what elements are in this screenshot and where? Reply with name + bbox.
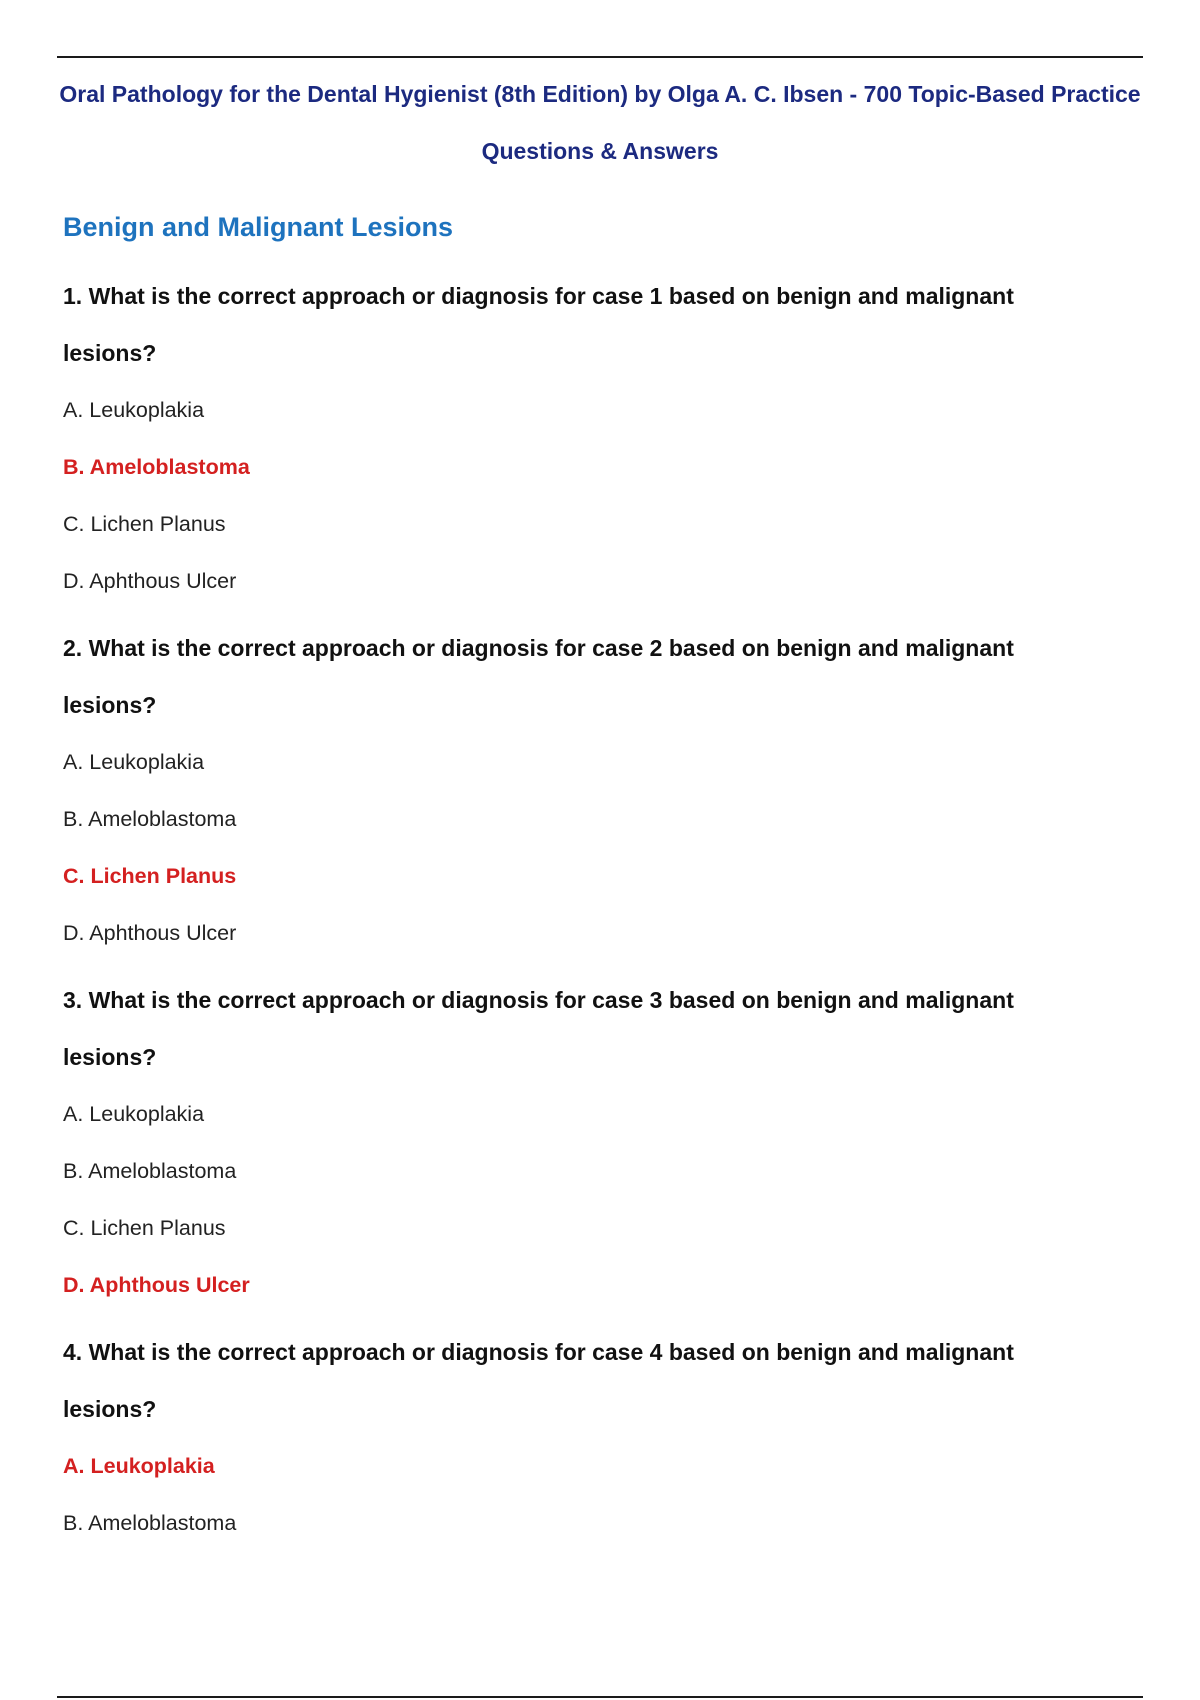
question-4 — [63, 1324, 1123, 1552]
question-3 — [63, 972, 1123, 1314]
question-2 — [63, 620, 1123, 962]
document-title: Oral Pathology for the Dental Hygienist (8th Edition) by Olga A. C. Ibsen - 700 Topic-Based Practice Questions & Answers — [59, 81, 1141, 164]
answer-option: A. Leukoplakia — [63, 1102, 205, 1126]
answer-option: B. Ameloblastoma — [63, 1511, 237, 1535]
correct-answer-option: A. Leukoplakia — [63, 1454, 215, 1478]
answer-option: B. Ameloblastoma — [63, 807, 237, 831]
question-text: 4. What is the correct approach or diagnosis for case 4 based on benign and malignant lesions? — [63, 1339, 1014, 1422]
answer-option: C. Lichen Planus — [63, 512, 226, 536]
question-text: 1. What is the correct approach or diagnosis for case 1 based on benign and malignant lesions? — [63, 283, 1014, 366]
question-text: 2. What is the correct approach or diagnosis for case 2 based on benign and malignant lesions? — [63, 635, 1014, 718]
answer-option: D. Aphthous Ulcer — [63, 921, 237, 945]
correct-answer-option: B. Ameloblastoma — [63, 455, 250, 479]
correct-answer-option: D. Aphthous Ulcer — [63, 1273, 250, 1297]
answer-option: B. Ameloblastoma — [63, 1159, 237, 1183]
question-list — [63, 268, 1123, 1562]
bottom-rule — [57, 1696, 1143, 1698]
answer-option: D. Aphthous Ulcer — [63, 569, 237, 593]
correct-answer-option: C. Lichen Planus — [63, 864, 237, 888]
top-rule — [57, 56, 1143, 58]
answer-option: A. Leukoplakia — [63, 750, 205, 774]
section-heading: Benign and Malignant Lesions — [63, 212, 454, 242]
question-1 — [63, 268, 1123, 610]
question-text: 3. What is the correct approach or diagnosis for case 3 based on benign and malignant lesions? — [63, 987, 1014, 1070]
answer-option: C. Lichen Planus — [63, 1216, 226, 1240]
answer-option: A. Leukoplakia — [63, 398, 205, 422]
